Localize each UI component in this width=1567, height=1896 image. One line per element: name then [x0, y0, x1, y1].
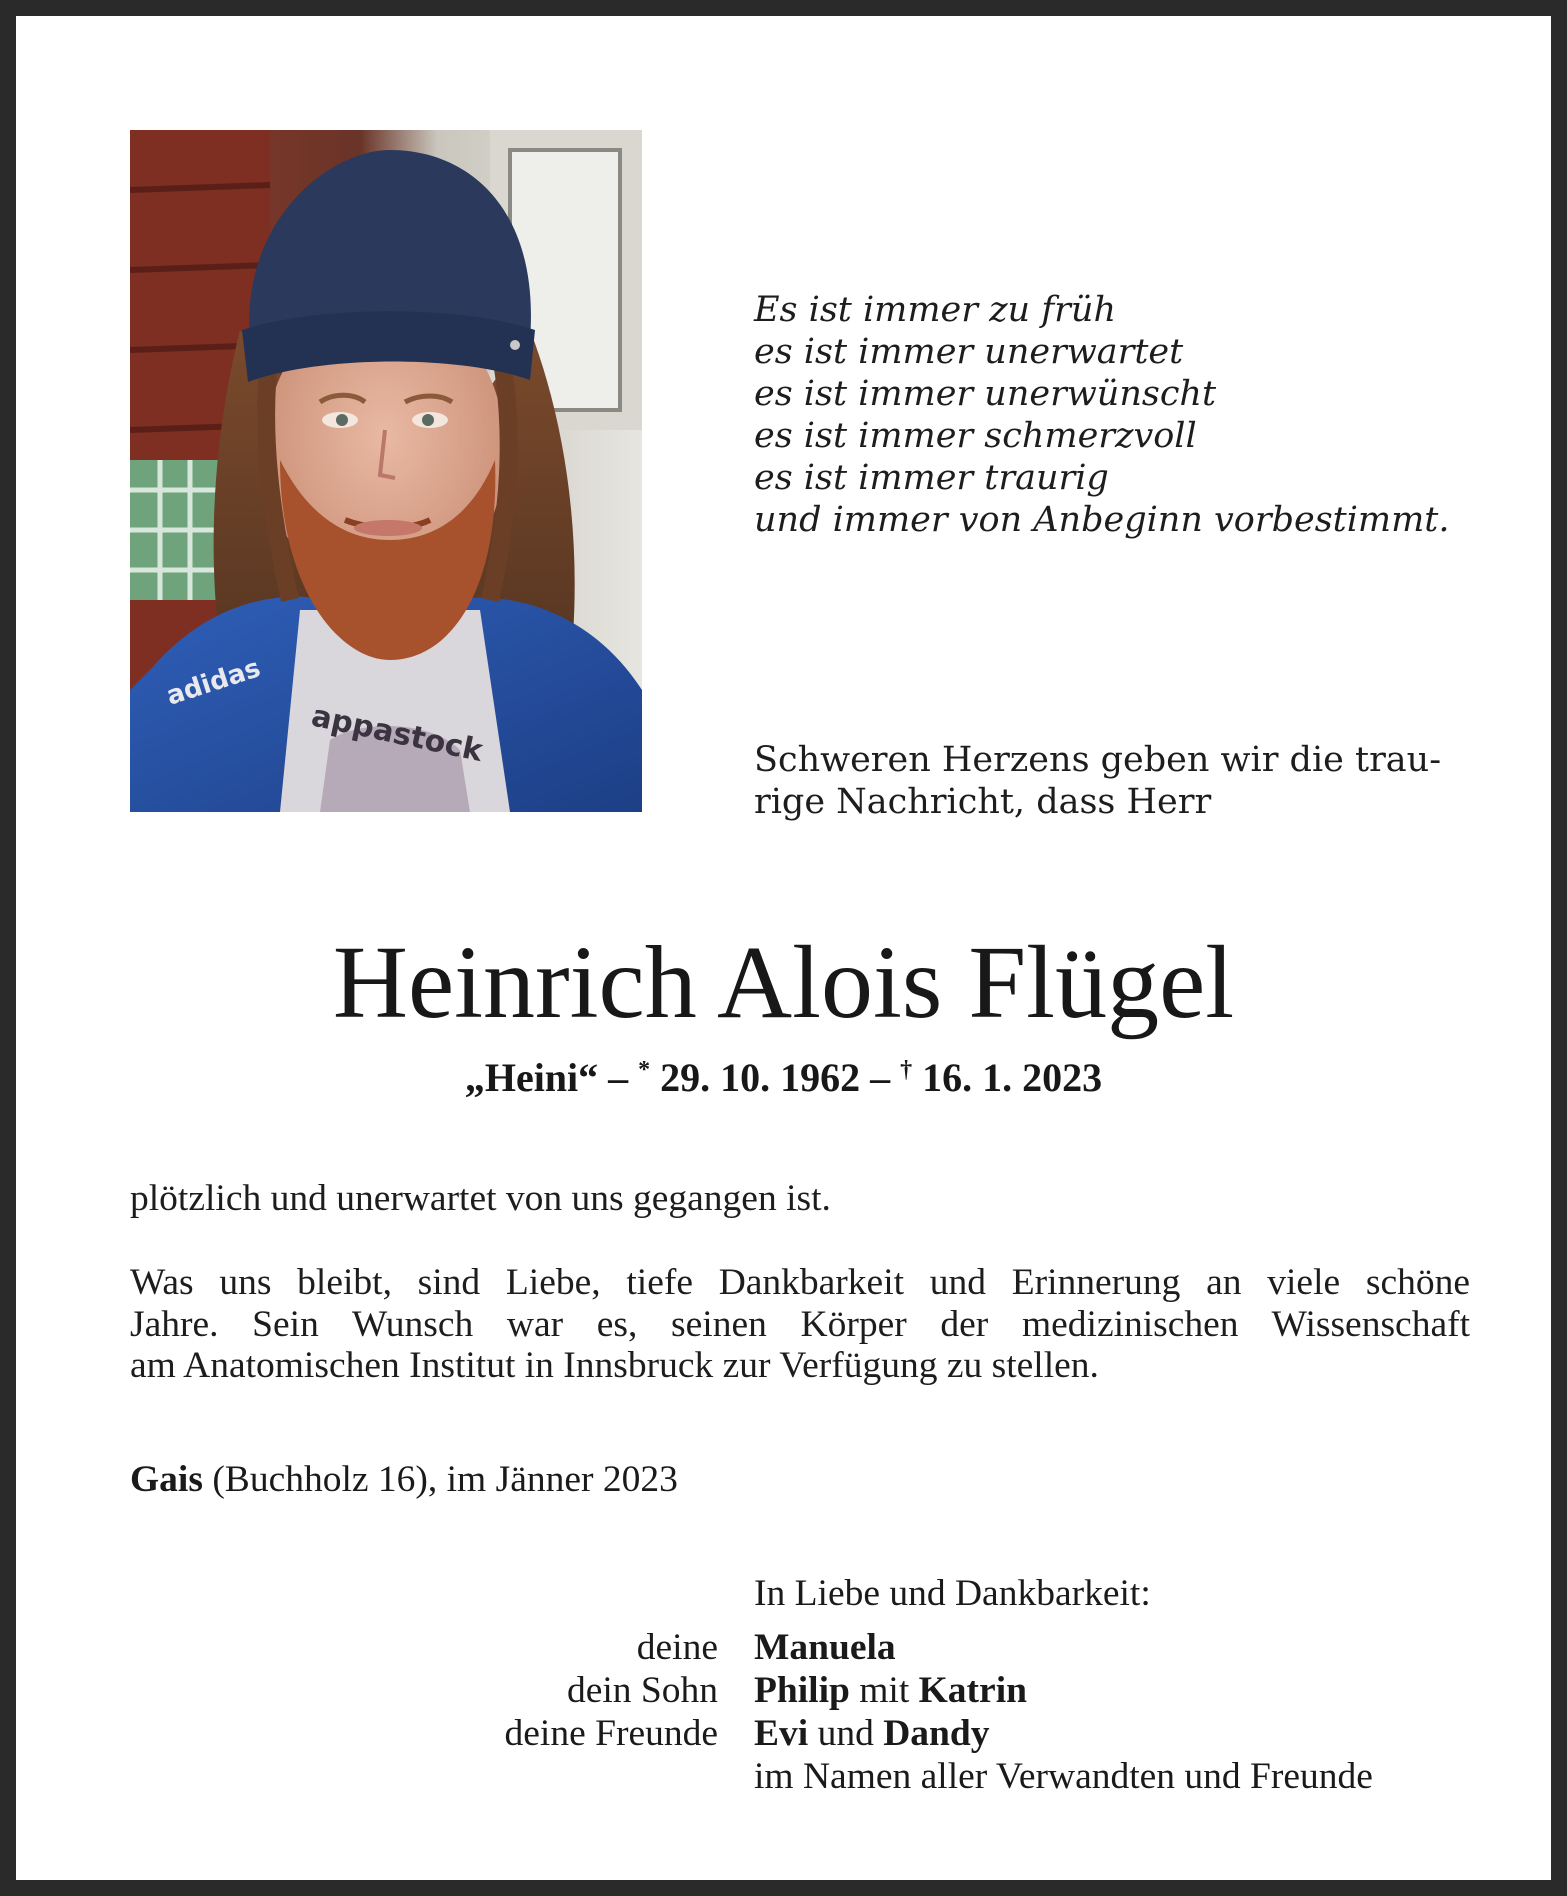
- portrait-photo: [130, 130, 642, 812]
- paragraph-line: am Anatomischen Institut in Innsbruck zur Verfügung zu stellen.: [130, 1345, 1099, 1386]
- mourner-names: [754, 1626, 896, 1670]
- life-dates: [16, 1046, 1551, 1102]
- birth-date: 29. 10. 1962: [650, 1055, 861, 1100]
- deceased-name: Heinrich Alois Flügel: [332, 925, 1235, 1040]
- poem: [754, 289, 1494, 541]
- relation-label: dein Sohn: [566, 1670, 718, 1711]
- passed-away-text: plötzlich und unerwartet von uns gegangen ist.: [130, 1178, 831, 1219]
- poem-line: es ist immer schmerzvoll: [754, 416, 1197, 456]
- place-date: [130, 1458, 678, 1502]
- remembrance-paragraph: [130, 1262, 1470, 1387]
- mourner-name: Philip: [754, 1670, 850, 1711]
- poem-line: Es ist immer zu früh: [754, 290, 1116, 330]
- date-separator: –: [598, 1055, 639, 1100]
- signature-heading: In Liebe und Dankbarkeit:: [754, 1573, 1151, 1614]
- mourner-name: Katrin: [918, 1670, 1027, 1711]
- death-date: 16. 1. 2023: [912, 1055, 1103, 1100]
- nickname: „Heini“: [464, 1055, 599, 1100]
- poem-line: es ist immer traurig: [754, 458, 1109, 498]
- poem-line: es ist immer unerwünscht: [754, 374, 1217, 414]
- mourner-name: Manuela: [754, 1627, 896, 1668]
- signature-row: [16, 1712, 1551, 1756]
- signature-row: [16, 1626, 1551, 1670]
- paragraph-line: Was uns bleibt, sind Liebe, tiefe Dankbarkeit und Erinnerung an viele schöne: [130, 1262, 1470, 1303]
- portrait-image: [130, 130, 642, 812]
- signature-row: [16, 1755, 1551, 1799]
- birth-symbol: *: [638, 1057, 651, 1083]
- town-name: Gais: [130, 1459, 203, 1500]
- mourner-names: [754, 1669, 1027, 1713]
- paragraph-line: Jahre. Sein Wunsch war es, seinen Körper der medizinischen Wissenschaft: [130, 1303, 1470, 1345]
- mourner-name: Evi: [754, 1713, 809, 1754]
- signature-row: [16, 1669, 1551, 1713]
- death-symbol: †: [900, 1057, 913, 1083]
- poem-line: und immer von Anbeginn vorbestimmt.: [754, 500, 1450, 540]
- name-joiner: mit: [849, 1670, 919, 1711]
- shirt-logo-text: adidas: [162, 653, 265, 712]
- relation-label: deine Freunde: [504, 1713, 718, 1754]
- address-date: (Buchholz 16), im Jänner 2023: [202, 1459, 678, 1500]
- shirt-print-text: appastock: [308, 698, 486, 769]
- mourner-names: [754, 1712, 989, 1756]
- closing-line: im Namen aller Verwandten und Freunde: [754, 1756, 1373, 1797]
- relation-label: deine: [636, 1627, 718, 1668]
- intro-line: rige Nachricht, dass Herr: [754, 782, 1212, 822]
- name-joiner: und: [808, 1713, 884, 1754]
- mourner-name: Dandy: [883, 1713, 990, 1754]
- poem-line: es ist immer unerwartet: [754, 332, 1184, 372]
- intro-line: Schweren Herzens geben wir die trau-: [754, 740, 1442, 780]
- intro-text: [754, 739, 1464, 823]
- date-separator: –: [860, 1055, 901, 1100]
